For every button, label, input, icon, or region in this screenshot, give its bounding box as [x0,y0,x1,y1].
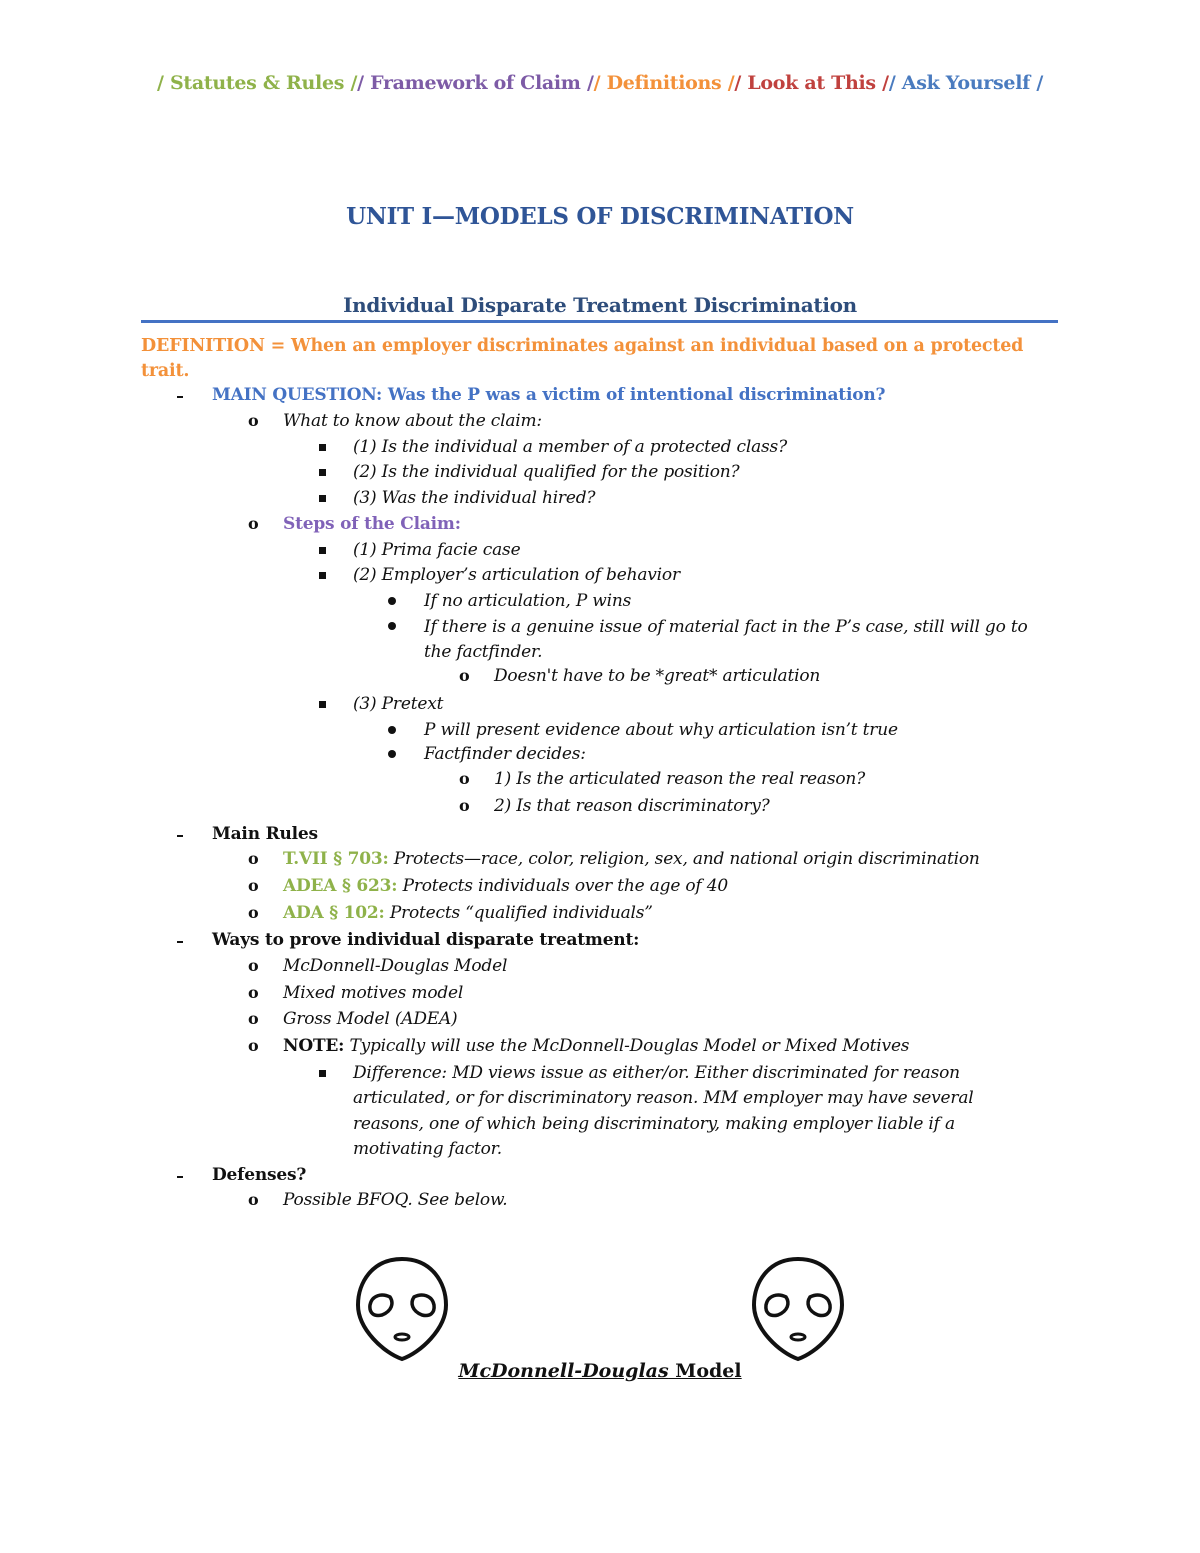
step-3: (3) Pretext [353,694,444,714]
rule-ada-cite: ADA § 102: [283,903,385,923]
know-label: What to know about the claim: [283,411,542,431]
way-1: McDonnell-Douglas Model [283,956,508,976]
main-rules-label: Main Rules [212,824,318,844]
way-3: Gross Model (ADEA) [283,1009,458,1029]
note [283,1034,909,1058]
o-bullet: o [248,1190,259,1209]
square-bullet [319,547,326,554]
definition-text: DEFINITION = When an employer discriminates against an individual based on a protected trait. [141,336,1024,381]
section-heading: Individual Disparate Treatment Discrimination [343,293,857,317]
rule-adea [283,874,728,898]
square-bullet [319,701,326,708]
o-bullet: o [459,769,470,788]
steps-label: Steps of the Claim: [283,514,461,534]
dot-bullet [388,597,396,605]
dash-bullet [177,941,183,943]
model-caption [0,1360,1200,1382]
o-bullet: o [248,903,259,922]
step-3b-ii: 2) Is that reason discriminatory? [494,796,770,816]
step-2b-sub: Doesn't have to be *great* articulation [494,666,821,686]
difference-line-4: motivating factor. [353,1139,502,1159]
way-2: Mixed motives model [283,983,464,1003]
legend-framework: / Framework of Claim / [357,72,594,94]
know-item-1: (1) Is the individual a member of a protected class? [353,437,787,457]
rule-ada-text: Protects “qualified individuals” [389,903,653,923]
legend-bar [0,72,1200,94]
step-2b-line-2: the factfinder. [424,642,543,662]
square-bullet [319,444,326,451]
o-bullet: o [248,1036,259,1055]
o-bullet: o [459,796,470,815]
difference-line-3: reasons, one of which being discriminatory, making employer liable if a [353,1114,955,1134]
o-bullet: o [248,956,259,975]
step-3b-i: 1) Is the articulated reason the real reason? [494,769,866,789]
o-bullet: o [248,983,259,1002]
rule-tvii [283,847,980,871]
rule-tvii-text: Protects—race, color, religion, sex, and national origin discrimination [393,849,980,869]
legend-statutes: / Statutes & Rules / [157,72,358,94]
square-bullet [319,469,326,476]
main-question: MAIN QUESTION: Was the P was a victim of intentional discrimination? [212,385,886,405]
legend-definitions: / Definitions / [593,72,735,94]
step-2: (2) Employer’s articulation of behavior [353,565,680,585]
o-bullet: o [248,411,259,430]
step-3a: P will present evidence about why articulation isn’t true [424,720,898,740]
step-3b: Factfinder decides: [424,744,586,764]
o-bullet: o [459,666,470,685]
alien-left-icon [352,1253,452,1365]
dot-bullet [388,622,396,630]
dash-bullet [177,1176,183,1178]
dot-bullet [388,750,396,758]
ways-label: Ways to prove individual disparate treatment: [212,930,640,950]
know-item-2: (2) Is the individual qualified for the position? [353,462,740,482]
note-label: NOTE: [283,1036,345,1056]
square-bullet [319,1070,326,1077]
rule-tvii-cite: T.VII § 703: [283,849,389,869]
square-bullet [319,572,326,579]
o-bullet: o [248,1009,259,1028]
unit-title: UNIT I—MODELS OF DISCRIMINATION [346,203,854,230]
caption-rest: Model [668,1360,742,1382]
o-bullet: o [248,849,259,868]
o-bullet: o [248,876,259,895]
difference-line-2: articulated, or for discriminatory reason. MM employer may have several [353,1088,974,1108]
note-text: Typically will use the McDonnell-Douglas Model or Mixed Motives [349,1036,910,1056]
step-1: (1) Prima facie case [353,540,521,560]
dash-bullet [177,835,183,837]
step-2b-line-1: If there is a genuine issue of material fact in the P’s case, still will go to [424,617,1028,637]
alien-right-icon [748,1253,848,1365]
difference-line-1: Difference: MD views issue as either/or. Either discriminated for reason [353,1063,960,1083]
rule-ada [283,901,653,925]
defenses-label: Defenses? [212,1165,307,1185]
defense-1: Possible BFOQ. See below. [283,1190,508,1210]
heading-divider [141,320,1058,323]
dot-bullet [388,726,396,734]
legend-ask-yourself: / Ask Yourself / [888,72,1043,94]
caption-italic: McDonnell-Douglas [458,1360,669,1382]
dash-bullet [177,396,183,398]
step-2a: If no articulation, P wins [424,591,632,611]
rule-adea-cite: ADEA § 623: [283,876,398,896]
square-bullet [319,495,326,502]
o-bullet: o [248,514,259,533]
legend-look-at-this: / Look at This / [734,72,889,94]
know-item-3: (3) Was the individual hired? [353,488,596,508]
rule-adea-text: Protects individuals over the age of 40 [402,876,728,896]
